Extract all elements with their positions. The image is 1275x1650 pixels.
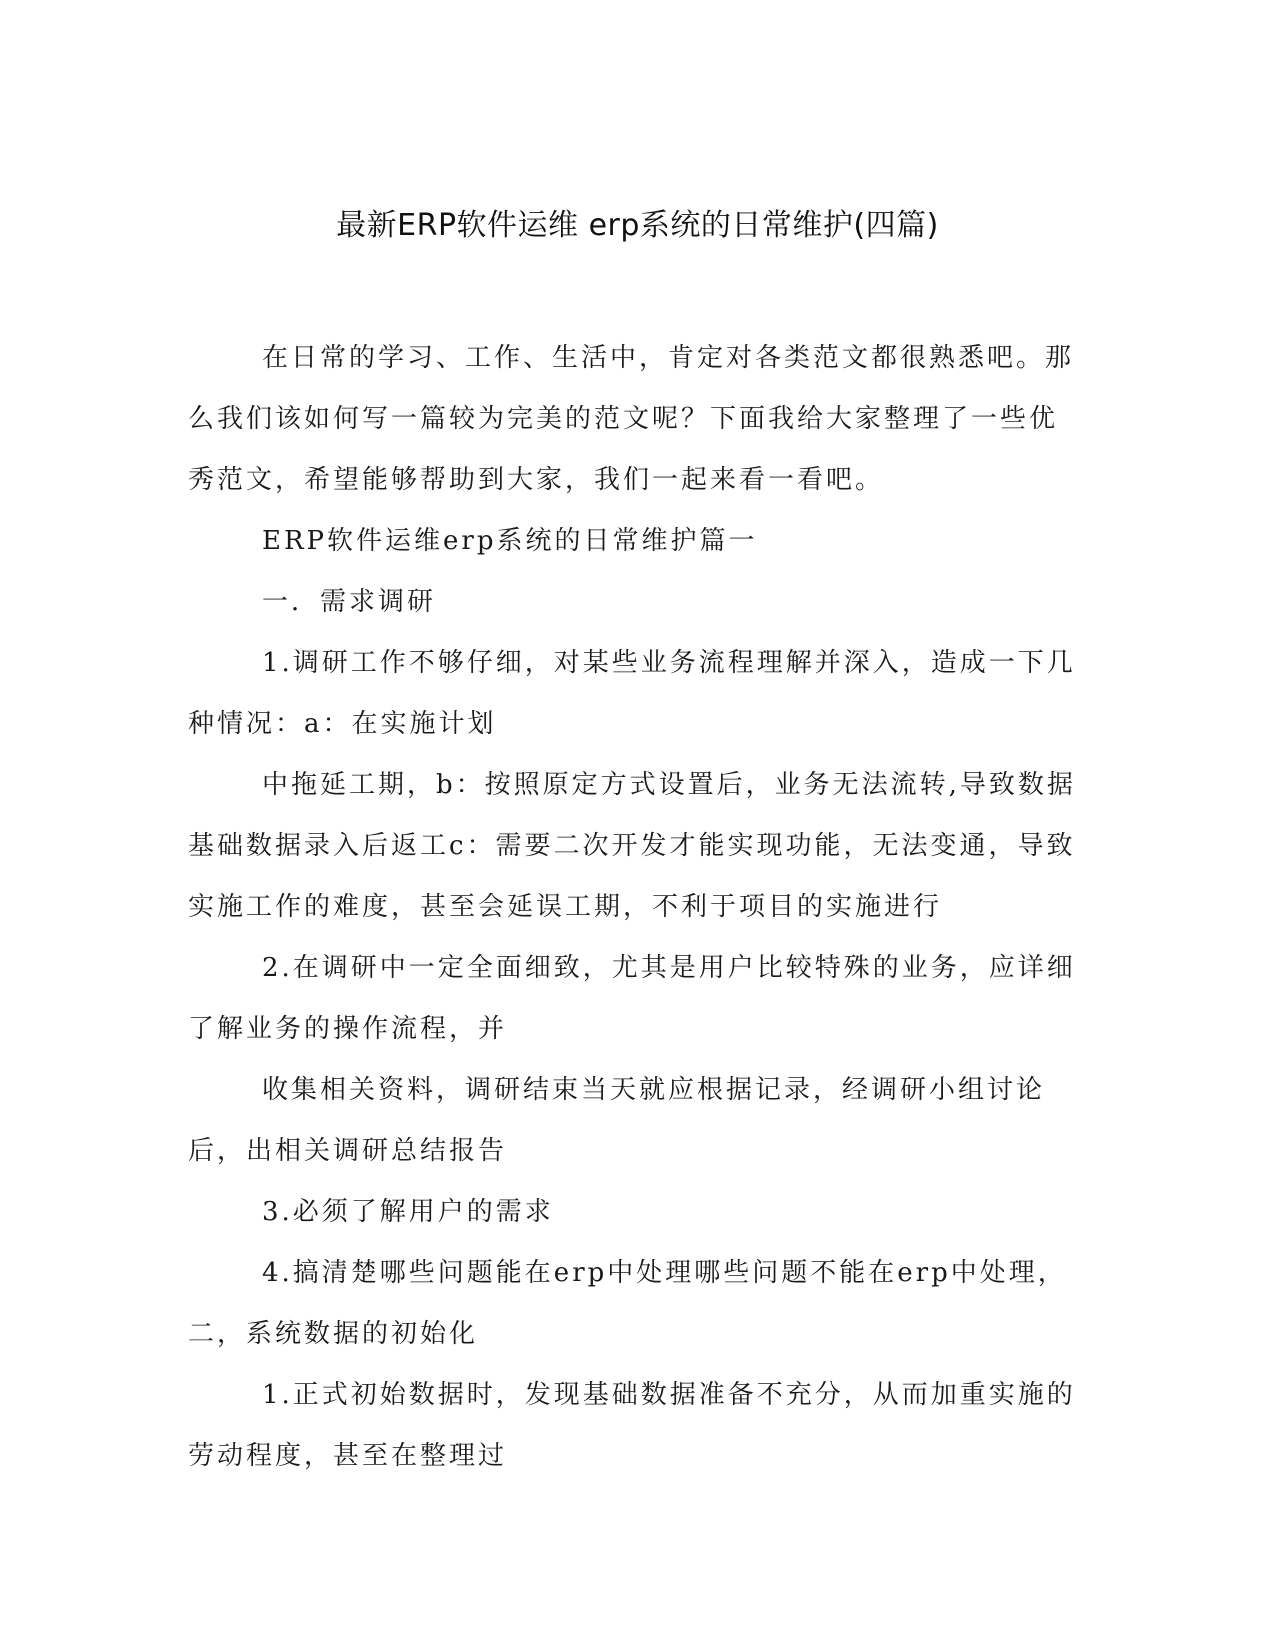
- paragraph-item-3: 3.必须了解用户的需求: [262, 1197, 554, 1227]
- paragraph-item-2: 2.在调研中一定全面细致，尤其是用户比较特殊的业务，应详细了解业务的操作流程，并: [188, 953, 1076, 1044]
- paragraph-item-1-continued: 中拖延工期，b：按照原定方式设置后，业务无法流转,导致数据基础数据录入后返工c：需要二次开发才能实现功能，无法变通，导致实施工作的难度，甚至会延误工期，不利于项目的实施进行: [188, 770, 1076, 922]
- paragraph-item-2-continued: 收集相关资料，调研结束当天就应根据记录，经调研小组讨论后，出相关调研总结报告: [188, 1075, 1046, 1166]
- paragraph-intro: 在日常的学习、工作、生活中，肯定对各类范文都很熟悉吧。那么我们该如何写一篇较为完美的范文呢？下面我给大家整理了一些优秀范文，希望能够帮助到大家，我们一起来看一看吧。: [188, 343, 1075, 495]
- document-title: 最新ERP软件运维 erp系统的日常维护(四篇): [336, 208, 939, 243]
- paragraph-item-1: 1.调研工作不够仔细，对某些业务流程理解并深入，造成一下几种情况：a：在实施计划: [188, 648, 1076, 739]
- section-heading: ERP软件运维erp系统的日常维护篇一: [262, 526, 758, 556]
- subsection-heading: 一．需求调研: [262, 587, 437, 617]
- paragraph-item-4: 4.搞清楚哪些问题能在erp中处理哪些问题不能在erp中处理，二，系统数据的初始化: [188, 1258, 1067, 1349]
- paragraph-init-item-1: 1.正式初始数据时，发现基础数据准备不充分，从而加重实施的劳动程度，甚至在整理过: [188, 1380, 1076, 1471]
- document-body: [188, 328, 1083, 1487]
